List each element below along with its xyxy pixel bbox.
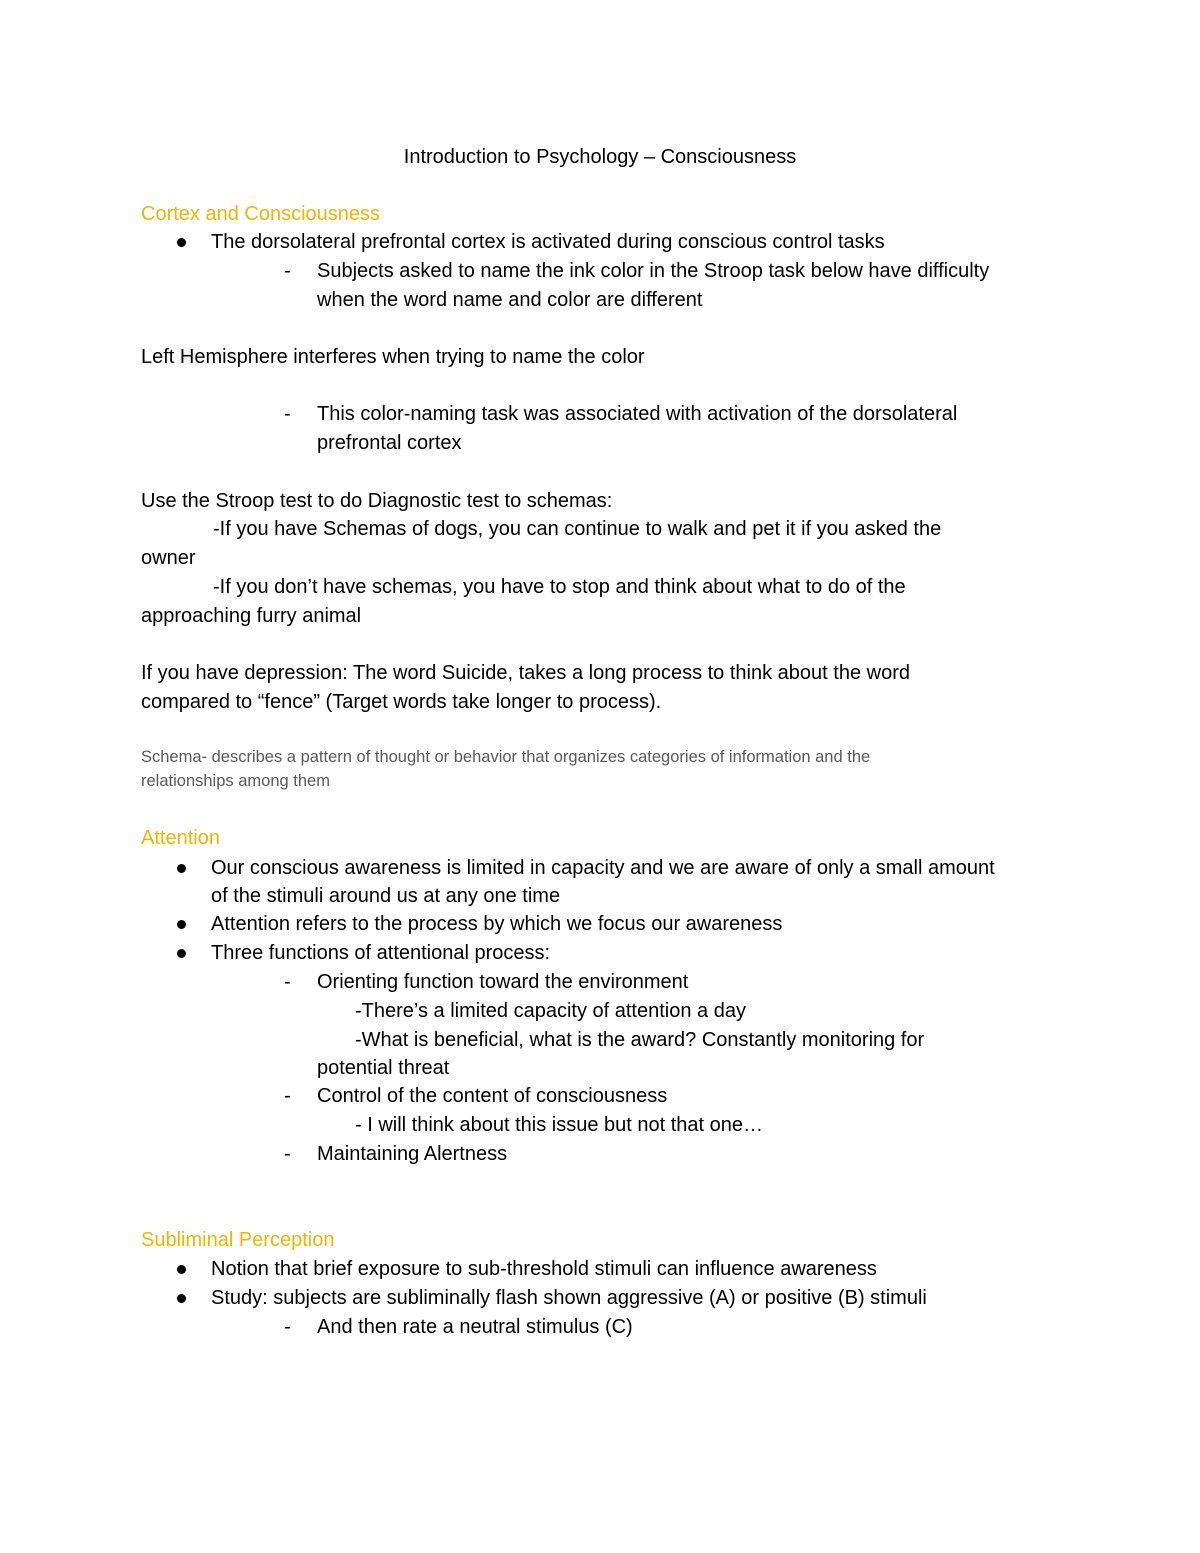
dash-marker: - (284, 1085, 291, 1107)
sub-sub-item-text: - I will think about this issue but not that one… (355, 1114, 763, 1136)
dash-marker: - (284, 971, 291, 993)
paragraph: If you have depression: The word Suicide, takes a long process to think about the word (141, 662, 910, 684)
sub-item-text: Subjects asked to name the ink color in the Stroop task below have difficulty (317, 260, 990, 282)
paragraph: -If you don’t have schemas, you have to stop and think about what to do of the (213, 576, 906, 598)
sub-item-text: Orienting function toward the environment (317, 971, 689, 993)
paragraph: -If you have Schemas of dogs, you can continue to walk and pet it if you asked the (213, 518, 942, 540)
dash-marker: - (284, 403, 291, 425)
definition-text: Schema- describes a pattern of thought or behavior that organizes categories of information and the (141, 748, 871, 766)
sub-item-text: And then rate a neutral stimulus (C) (317, 1316, 633, 1338)
bullet-text: Three functions of attentional process: (211, 942, 551, 964)
bullet-text: The dorsolateral prefrontal cortex is activated during conscious control tasks (211, 231, 885, 253)
bullet-text: Notion that brief exposure to sub-threshold stimuli can influence awareness (211, 1258, 877, 1280)
section-heading-cortex: Cortex and Consciousness (141, 203, 381, 225)
bullet-icon (177, 1294, 186, 1303)
bullet-icon (177, 864, 186, 873)
bullet-text: Attention refers to the process by which we focus our awareness (211, 913, 783, 935)
section-heading-subliminal: Subliminal Perception (141, 1229, 335, 1251)
bullet-icon (177, 1265, 186, 1274)
bullet-icon (177, 949, 186, 958)
paragraph: approaching furry animal (141, 605, 362, 627)
sub-item-text: when the word name and color are different (317, 289, 703, 311)
dash-marker: - (284, 1143, 291, 1165)
bullet-text: of the stimuli around us at any one time (211, 885, 561, 907)
bullet-text: Study: subjects are subliminally flash shown aggressive (A) or positive (B) stimuli (211, 1287, 927, 1309)
sub-item-text: Maintaining Alertness (317, 1143, 508, 1165)
page-title: Introduction to Psychology – Consciousness (403, 146, 797, 168)
paragraph: compared to “fence” (Target words take longer to process). (141, 691, 662, 713)
sub-item-text: prefrontal cortex (317, 432, 462, 454)
bullet-text: Our conscious awareness is limited in capacity and we are aware of only a small amount (211, 857, 995, 879)
sub-sub-item-text: potential threat (317, 1057, 450, 1079)
sub-item-text: This color-naming task was associated with activation of the dorsolateral (317, 403, 958, 425)
dash-marker: - (284, 260, 291, 282)
sub-sub-item-text: -What is beneficial, what is the award? Constantly monitoring for (355, 1029, 925, 1051)
definition-text: relationships among them (141, 772, 330, 790)
bullet-icon (177, 238, 186, 247)
bullet-icon (177, 920, 186, 929)
paragraph: Use the Stroop test to do Diagnostic test to schemas: (141, 490, 613, 512)
sub-item-text: Control of the content of consciousness (317, 1085, 668, 1107)
dash-marker: - (284, 1316, 291, 1338)
paragraph: owner (141, 547, 196, 569)
section-heading-attention: Attention (141, 827, 220, 849)
paragraph: Left Hemisphere interferes when trying to name the color (141, 346, 645, 368)
sub-sub-item-text: -There’s a limited capacity of attention a day (355, 1000, 746, 1022)
